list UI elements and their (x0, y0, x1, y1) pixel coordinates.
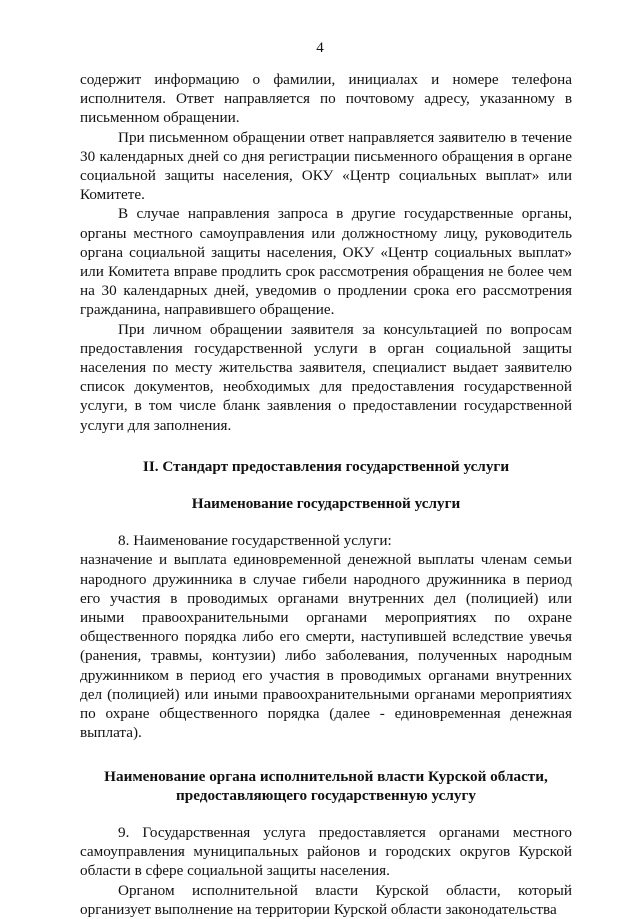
paragraph-personal-visit: При личном обращении заявителя за консультацией по вопросам предоставления государственной услуги в орган социальной защиты населения по месту жительства заявителя, специалист выдает заявителю список документов, необходимых для предоставления государственной услуги, в том числе бланк заявления о предоставлении государственной услуги для заполнения. (80, 320, 572, 434)
item-9-text: 9. Государственная услуга предоставляется органами местного самоуправления муниципальных районов и городских округов Курской области в сфере социальной защиты населения. (80, 823, 572, 880)
paragraph-contact-info: содержит информацию о фамилии, инициалах и номере телефона исполнителя. Ответ направляется по почтовому адресу, указанному в письменном обращении. (80, 71, 572, 127)
page-number: 4 (316, 40, 324, 56)
item-8-title: 8. Наименование государственной услуги: (118, 532, 392, 550)
paragraph-request-extension: В случае направления запроса в другие государственные органы, органы местного самоуправления или должностному лицу, руководитель органа социальной защиты населения, ОКУ «Центр социальных выплат» или Комитета вправе продлить срок рассмотрения обращения не более чем на 30 календарных дней, уведомив о продлении срока его рассмотрения гражданина, направившего обращение. (80, 205, 572, 319)
item-8-text: назначение и выплата единовременной денежной выплаты членам семьи народного дружинника в случае гибели народного дружинника в период его участия в проводимых органами внутренних дел (полицией) или иными правоохранительными органами мероприятиях по охране общественного порядка либо его смерти, наступившей вследствие увечья (ранения, травмы, контузии) либо заболевания, полученных народным дружинником в период его участия в проводимых органами внутренних дел (полицией) или иными правоохранительными органами мероприятиях по охране общественного порядка (далее - единовременная денежная выплата). (80, 551, 572, 742)
section-heading-standard: II. Стандарт предоставления государственной услуги (142, 457, 510, 475)
subheading-organ-line-2: предоставляющего государственную услугу (176, 786, 476, 804)
paragraph-written-response: При письменном обращении ответ направляется заявителю в течение 30 календарных дней со дня регистрации письменного обращения в органе социальной защиты населения, ОКУ «Центр социальных выплат» или Комитете. (80, 128, 572, 204)
item-9-continuation: Органом исполнительной власти Курской области, который организует выполнение на территории Курской области законодательства (80, 881, 572, 918)
subheading-service-name: Наименование государственной услуги (191, 495, 461, 513)
document-body (80, 70, 572, 919)
subheading-organ-line-1: Наименование органа исполнительной власти Курской области, (104, 767, 548, 785)
